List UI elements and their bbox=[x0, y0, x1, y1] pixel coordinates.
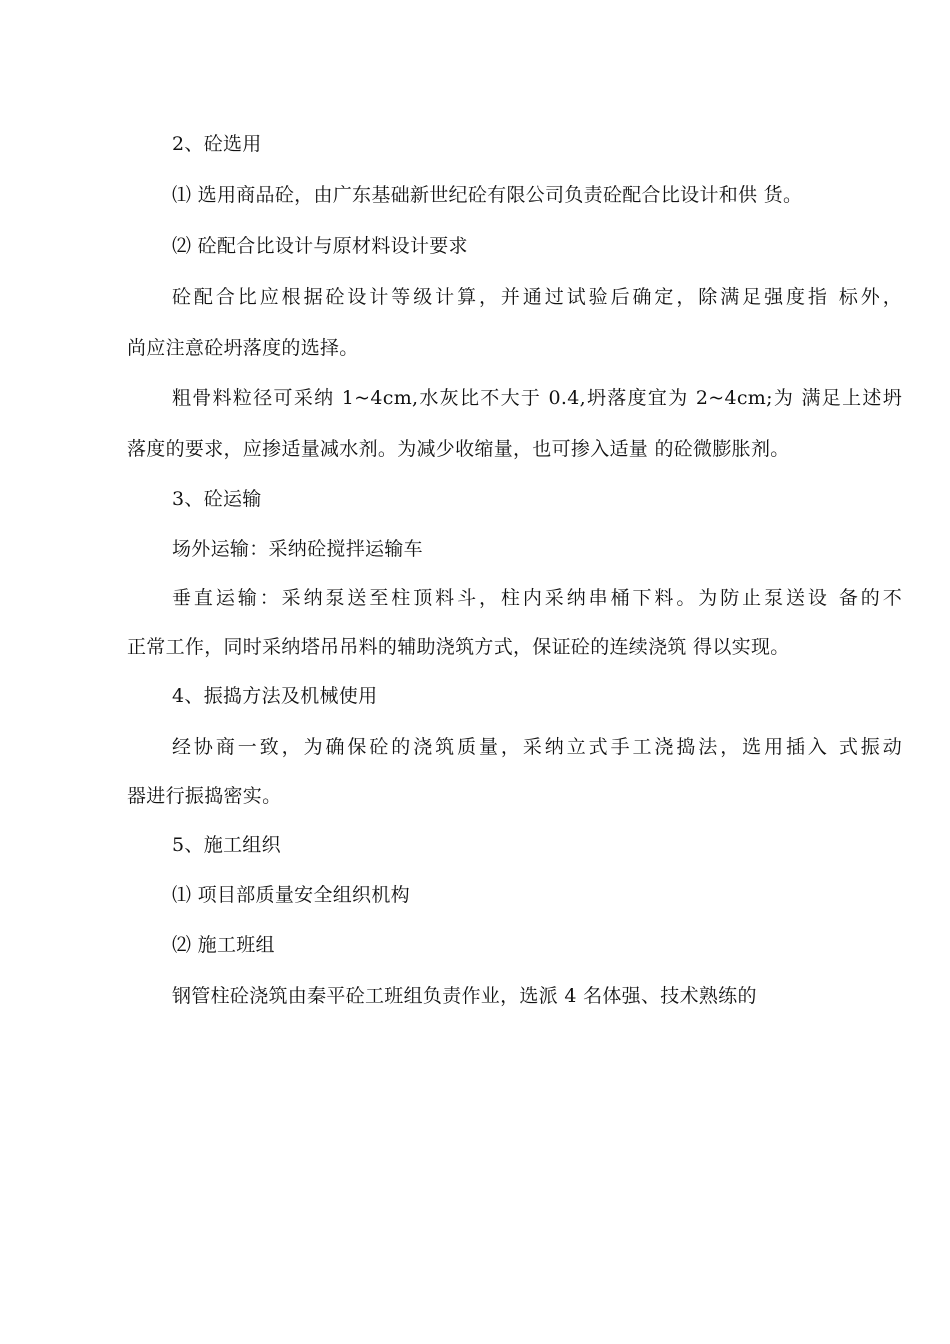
paragraph-line: 粗骨料粒径可采纳 1~4cm,水灰比不大于 0.4,坍落度宜为 2~4cm;为 满足上述坍 bbox=[172, 387, 902, 409]
paragraph-line: 尚应注意砼坍落度的选择。 bbox=[127, 337, 359, 359]
paragraph-line: 钢管柱砼浇筑由秦平砼工班组负责作业，选派 4 名体强、技术熟练的 bbox=[172, 985, 757, 1007]
subheading-work-team: ⑵ 施工班组 bbox=[172, 934, 275, 956]
paragraph-line: 正常工作，同时采纳塔吊吊料的辅助浇筑方式，保证砼的连续浇筑 得以实现。 bbox=[127, 636, 790, 658]
paragraph-line: 经协商一致，为确保砼的浇筑质量，采纳立式手工浇捣法，选用插入 式振动 bbox=[172, 736, 902, 758]
paragraph-line: 砼配合比应根据砼设计等级计算，并通过试验后确定，除满足强度指 标外， bbox=[172, 286, 902, 308]
subheading-mix-design: ⑵ 砼配合比设计与原材料设计要求 bbox=[172, 235, 468, 257]
paragraph-line: ⑴ 选用商品砼，由广东基础新世纪砼有限公司负责砼配合比设计和供 货。 bbox=[172, 184, 803, 206]
paragraph-line: 器进行振捣密实。 bbox=[127, 785, 282, 807]
subheading-quality-safety-org: ⑴ 项目部质量安全组织机构 bbox=[172, 884, 410, 906]
section-heading-vibration-method: 4、振捣方法及机械使用 bbox=[172, 685, 378, 707]
section-heading-construction-organization: 5、施工组织 bbox=[172, 834, 281, 856]
paragraph-line: 落度的要求，应掺适量减水剂。为减少收缩量，也可掺入适量 的砼微膨胀剂。 bbox=[127, 438, 790, 460]
section-heading-concrete-selection: 2、砼选用 bbox=[172, 133, 262, 155]
paragraph-line: 场外运输：采纳砼搅拌运输车 bbox=[172, 538, 423, 560]
paragraph-line: 垂直运输：采纳泵送至柱顶料斗，柱内采纳串桶下料。为防止泵送设 备的不 bbox=[172, 587, 902, 609]
section-heading-concrete-transport: 3、砼运输 bbox=[172, 488, 262, 510]
